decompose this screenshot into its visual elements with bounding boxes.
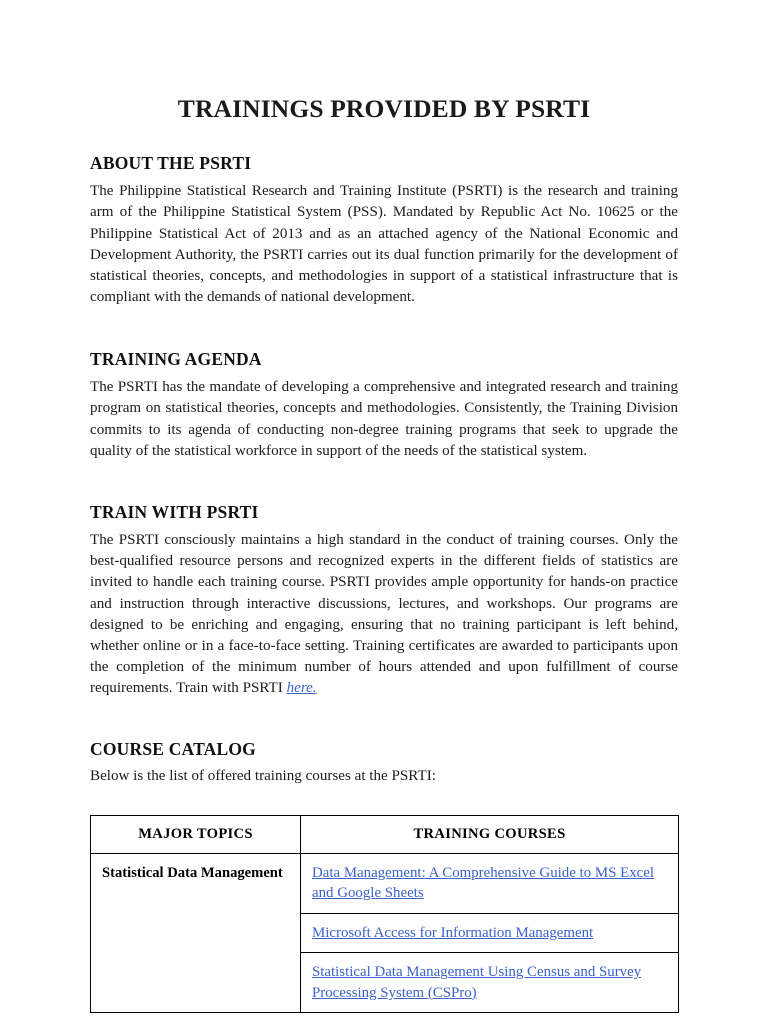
heading-course-catalog: COURSE CATALOG <box>90 738 256 759</box>
heading-train-with-psrti: TRAIN WITH PSRTI <box>90 502 259 523</box>
course-cell <box>301 953 679 1013</box>
page-title: TRAININGS PROVIDED BY PSRTI <box>177 94 591 123</box>
paragraph-training-agenda: The PSRTI has the mandate of developing a comprehensive and integrated research and training program on statistical theories, concepts and methodologies. Consistently, the Training Division commits to its agenda of conducting non-degree training programs that seek to upgrade the quality of the statistical workforce in support of the needs of the statistical system. <box>90 379 678 459</box>
table-header-row <box>91 815 679 853</box>
course-link-microsoft-access-information-management[interactable]: Microsoft Access for Information Management <box>312 924 594 941</box>
heading-training-agenda: TRAINING AGENDA <box>90 349 262 370</box>
section-training-agenda <box>90 349 678 462</box>
paragraph-train-text: The PSRTI consciously maintains a high standard in the conduct of training courses. Only the best-qualified resource persons and recognized experts in the different fields of statistics are invited to handle each training course. PSRTI provides ample opportunity for hands-on practice and instruction through interactive discussions, lectures, and workshops. Our programs are designed to be enriching and engaging, ensuring that no training participant is left behind, whether online or in a face-to-face setting. Training certificates are awarded to participants upon the completion of the minimum number of hours attended and upon fulfillment of course requirements. Train with PSRTI <box>90 531 678 697</box>
column-header-major-topics: MAJOR TOPICS <box>91 815 301 853</box>
paragraph-train-with-psrti <box>90 530 678 700</box>
course-link-statistical-data-management-cspro[interactable]: Statistical Data Management Using Census and Survey Processing System (CSPro) <box>312 964 642 1001</box>
course-cell <box>301 853 679 913</box>
section-course-catalog <box>90 739 678 1014</box>
course-catalog-table <box>90 815 679 1014</box>
column-header-training-courses: TRAINING COURSES <box>301 815 679 853</box>
topic-cell-statistical-data-management: Statistical Data Management <box>91 853 301 1013</box>
paragraph-about-the-psrti: The Philippine Statistical Research and Training Institute (PSRTI) is the research and training arm of the Philippine Statistical System (PSS). Mandated by Republic Act No. 10625 or the Philippine Statistical Act of 2013 and as an attached agency of the National Economic and Development Authority, the PSRTI carries out its dual function primarily for the development of statistical theories, concepts, and methodologies in support of a statistical infrastructure that is compliant with the demands of national development. <box>90 183 678 306</box>
section-train-with-psrti <box>90 502 678 700</box>
here-link[interactable]: here. <box>286 680 317 697</box>
paragraph-course-catalog-intro: Below is the list of offered training courses at the PSRTI: <box>90 768 436 785</box>
course-link-data-management-excel-google-sheets[interactable]: Data Management: A Comprehensive Guide to MS Excel and Google Sheets <box>312 864 654 902</box>
section-about-psrti <box>90 153 678 308</box>
table-row <box>91 853 679 913</box>
heading-about-the-psrti: ABOUT THE PSRTI <box>90 153 252 174</box>
course-cell <box>301 913 679 953</box>
